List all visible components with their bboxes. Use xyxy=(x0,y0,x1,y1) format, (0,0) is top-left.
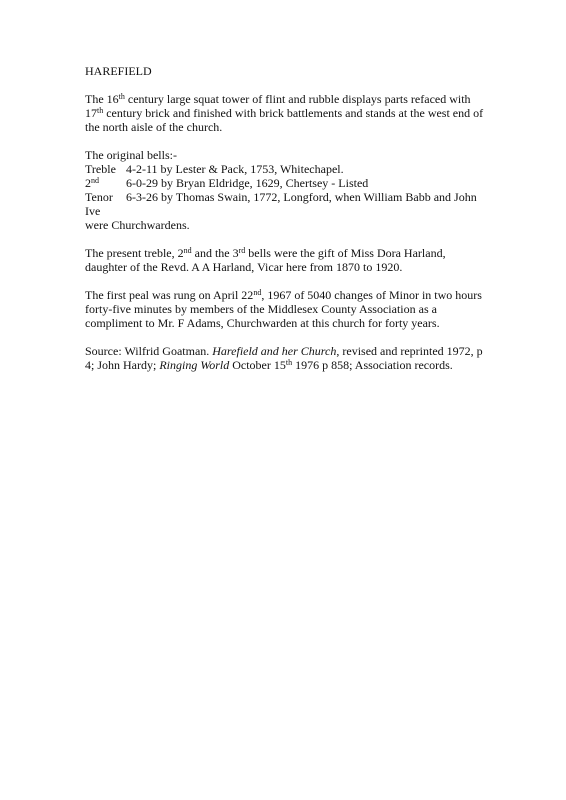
bell-tenor-name: Tenor xyxy=(85,190,113,204)
original-bells-list xyxy=(85,148,485,232)
bell-tenor-text: 6-3-26 by Thomas Swain, 1772, Longford, when William Babb and John Ive xyxy=(85,190,477,218)
source-sup-1: th xyxy=(285,358,293,367)
bell-tenor-continuation: were Churchwardens. xyxy=(85,218,190,232)
tower-sup-2: th xyxy=(97,106,104,115)
source-text-2: , revised and reprinted 1972, p 4; John Hardy; xyxy=(85,344,483,372)
tower-paragraph xyxy=(85,92,485,134)
peal-text-1: The first peal was rung on April 22 xyxy=(85,288,254,302)
bell-treble-text: 4-2-11 by Lester & Pack, 1753, Whitechapel. xyxy=(126,162,344,176)
tower-text-1: The 16 xyxy=(85,92,119,106)
present-bells-paragraph xyxy=(85,246,485,274)
bell-treble xyxy=(85,162,485,176)
peal-sup-1: nd xyxy=(253,288,262,297)
first-peal-paragraph xyxy=(85,288,485,330)
bell-second-sup: nd xyxy=(91,176,99,185)
tower-sup-1: th xyxy=(118,92,125,101)
source-text-1: Source: Wilfrid Goatman. xyxy=(85,344,213,358)
bell-treble-name: Treble xyxy=(85,162,116,176)
bells-heading: The original bells:- xyxy=(85,148,177,162)
source-journal-title: Ringing World xyxy=(159,358,230,372)
present-text-2: and the 3 xyxy=(191,246,239,260)
tower-text-3: century brick and finished with brick battlements and stands at the west end of the north aisle of the church. xyxy=(85,106,484,134)
tower-text-2: century large squat tower of flint and rubble displays parts refaced with 17 xyxy=(85,92,471,120)
bell-second-text: 6-0-29 by Bryan Eldridge, 1629, Chertsey - Listed xyxy=(126,176,369,190)
page-title: HAREFIELD xyxy=(85,64,152,78)
bell-second-name xyxy=(85,176,126,190)
bell-tenor xyxy=(85,190,485,218)
bell-second-number: 2 xyxy=(85,176,91,190)
source-book-title: Harefield and her Church xyxy=(212,344,337,358)
source-text-4: 1976 p 858; Association records. xyxy=(292,358,453,372)
present-sup-2: rd xyxy=(238,246,246,255)
source-text-3: October 15 xyxy=(229,358,286,372)
peal-text-2: , 1967 of 5040 changes of Minor in two hours forty-five minutes by members of the Middlesex County Association as a compliment to Mr. F Adams, Churchwarden at this church for forty years. xyxy=(85,288,482,330)
present-text-3: bells were the gift of Miss Dora Harland, daughter of the Revd. A A Harland, Vicar here from 1870 to 1920. xyxy=(85,246,446,274)
present-sup-1: nd xyxy=(183,246,192,255)
source-paragraph xyxy=(85,344,485,372)
document-page xyxy=(85,64,485,386)
present-text-1: The present treble, 2 xyxy=(85,246,184,260)
bell-second xyxy=(85,176,485,190)
